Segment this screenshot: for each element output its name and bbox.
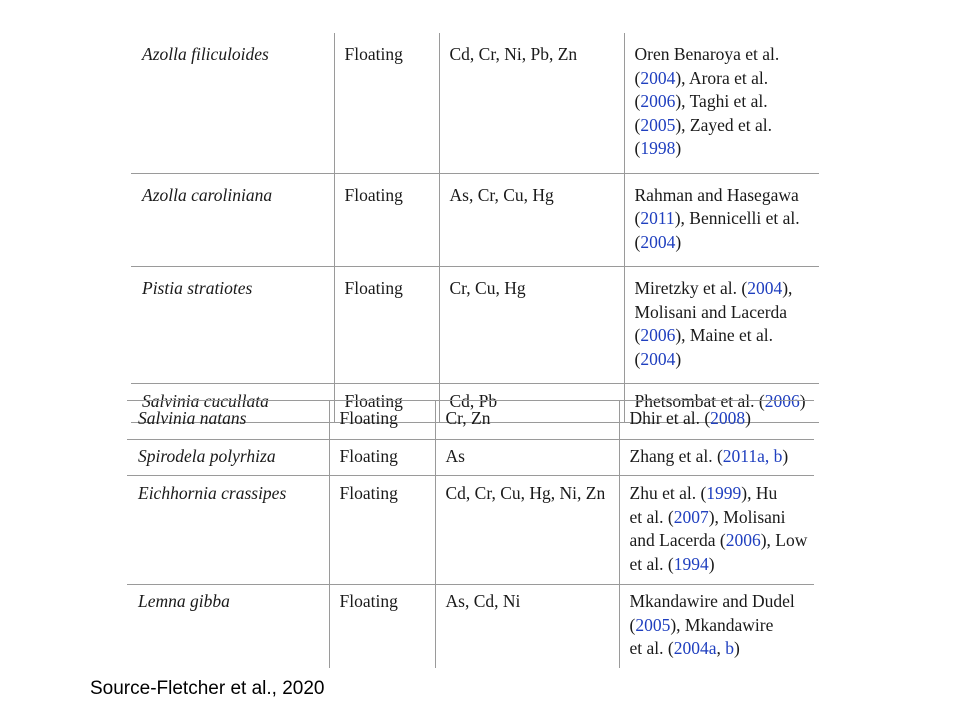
table-row (127, 401, 814, 440)
reference-text: ), Taghi et al. (675, 91, 768, 111)
reference-text: ( (629, 614, 636, 635)
growth-type-cell: Floating (329, 439, 435, 476)
reference-text: ) (734, 638, 740, 658)
species-cell: Azolla caroliniana (131, 173, 334, 267)
reference-text: Zhang et al. ( (629, 445, 723, 466)
metals-cell: Cd, Cr, Cu, Hg, Ni, Zn (435, 476, 619, 585)
growth-type-cell: Floating (329, 401, 435, 440)
reference-text: ) (675, 348, 682, 369)
metals-cell: Cd, Cr, Ni, Pb, Zn (439, 33, 624, 173)
reference-text: et al. ( (629, 506, 674, 527)
citation-year-link[interactable]: b (725, 638, 734, 658)
reference-cell (624, 33, 819, 173)
citation-year-link[interactable]: 2004 (640, 67, 676, 88)
reference-text: Zhu et al. ( (629, 483, 707, 503)
reference-text: ), Zayed et al. (675, 114, 773, 135)
citation-year-link[interactable]: 2006 (640, 91, 676, 111)
reference-text: Dhir et al. ( (629, 408, 711, 428)
reference-cell (624, 267, 819, 384)
reference-text: ( (634, 208, 641, 228)
reference-text: ) (708, 553, 715, 574)
reference-text: ), Mkandawire (670, 614, 774, 635)
reference-text: ), Bennicelli et al. (674, 208, 800, 228)
citation-year-link[interactable]: 2005 (640, 114, 676, 135)
reference-text: Oren Benaroya et al. (634, 44, 780, 64)
reference-text: ) (675, 231, 682, 252)
citation-year-link[interactable]: 1994 (673, 553, 709, 574)
citation-year-link[interactable]: 2011 (640, 208, 675, 228)
citation-year-link[interactable]: 2008 (710, 408, 746, 428)
growth-type-cell: Floating (334, 173, 439, 267)
reference-text: ( (634, 67, 641, 88)
citation-year-link[interactable]: 2005 (635, 614, 671, 635)
reference-cell (619, 439, 814, 476)
reference-text: ) (799, 391, 806, 411)
reference-text: Miretzky et al. ( (634, 278, 748, 298)
reference-cell (619, 476, 814, 585)
reference-text: ), Low (760, 530, 808, 550)
growth-type-cell: Floating (329, 476, 435, 585)
citation-year-link[interactable]: 2004 (640, 231, 676, 252)
reference-text: ( (634, 325, 641, 345)
reference-text: ( (634, 231, 641, 252)
species-cell: Salvinia natans (127, 401, 329, 440)
reference-text: Rahman and Hasegawa (634, 184, 799, 205)
citation-year-link[interactable]: 2006 (764, 391, 800, 411)
table-row (127, 476, 814, 585)
species-cell: Eichhornia crassipes (127, 476, 329, 585)
reference-text: Phetsombat et al. ( (634, 391, 765, 411)
citation-year-link[interactable]: 2011a, b (722, 445, 783, 466)
reference-text: ), Hu (741, 483, 778, 503)
growth-type-cell: Floating (334, 384, 439, 423)
reference-text: ), Arora et al. (675, 67, 769, 88)
citation-year-link[interactable]: 1998 (640, 138, 676, 158)
species-cell: Spirodela polyrhiza (127, 439, 329, 476)
species-cell: Salvinia cucullata (142, 391, 269, 411)
reference-text: ) (675, 138, 682, 158)
reference-text: ( (634, 138, 641, 158)
metals-cell: Cr, Zn (435, 401, 619, 440)
table-row (127, 585, 814, 668)
species-cell: Lemna gibba (138, 591, 230, 611)
citation-year-link[interactable]: 2007 (673, 506, 709, 527)
table-row (127, 439, 814, 476)
reference-text: Mkandawire and Dudel (629, 591, 795, 611)
species-table-bottom (127, 400, 814, 668)
reference-text: ( (634, 91, 641, 111)
metals-cell: As, Cr, Cu, Hg (439, 173, 624, 267)
metals-cell: As, Cd, Ni (435, 585, 619, 668)
citation-year-link[interactable]: 2004a (673, 638, 717, 658)
citation-year-link[interactable]: 2004 (747, 278, 783, 298)
reference-text: and Lacerda ( (629, 530, 726, 550)
growth-type-cell: Floating (329, 585, 435, 668)
table-row (131, 267, 819, 384)
table-body (131, 33, 819, 422)
citation-year-link[interactable]: 1999 (706, 483, 742, 503)
reference-text: ) (745, 408, 751, 428)
citation-year-link[interactable]: 2004 (640, 348, 676, 369)
reference-text: ), Maine et al. (675, 325, 773, 345)
growth-type-cell: Floating (334, 267, 439, 384)
citation-year-link[interactable]: 2006 (640, 325, 676, 345)
reference-cell (619, 401, 814, 440)
species-cell: Pistia stratiotes (131, 267, 334, 384)
reference-cell (624, 173, 819, 267)
reference-text: ( (634, 348, 641, 369)
table-row (131, 173, 819, 267)
table-row (131, 33, 819, 173)
reference-cell (619, 585, 814, 668)
growth-type-cell: Floating (334, 33, 439, 173)
reference-text: et al. ( (629, 553, 674, 574)
metals-cell: Cd, Pb (439, 384, 624, 423)
metals-cell: As (435, 439, 619, 476)
reference-text: ( (634, 114, 641, 135)
species-table-top (131, 33, 819, 423)
reference-text: et al. ( (629, 638, 674, 658)
species-cell: Azolla filiculoides (131, 33, 334, 173)
table-body (127, 401, 814, 668)
reference-text: ), (782, 278, 793, 298)
reference-text: Molisani and Lacerda (634, 301, 788, 322)
reference-text: ), Molisani (708, 506, 786, 527)
metals-cell: Cr, Cu, Hg (439, 267, 624, 384)
source-caption: Source-Fletcher et al., 2020 (90, 678, 325, 699)
reference-text: ) (782, 445, 789, 466)
citation-year-link[interactable]: 2006 (725, 530, 761, 550)
reference-text: , (716, 638, 726, 658)
